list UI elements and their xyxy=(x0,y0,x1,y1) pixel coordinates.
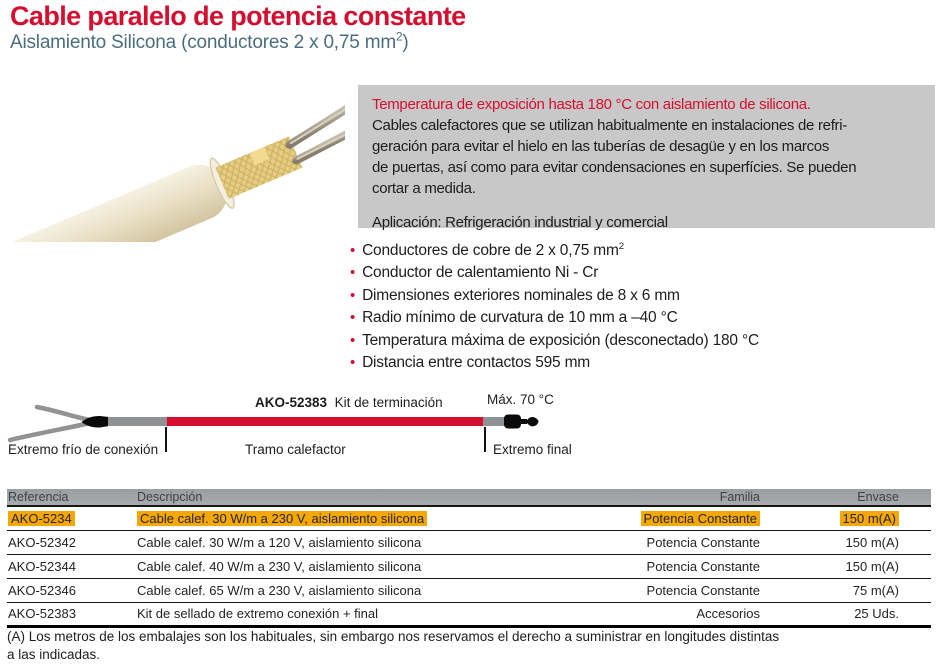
cell-referencia: AKO-52344 xyxy=(8,559,76,574)
feature-text: Radio mínimo de curvatura de 10 mm a –40 °C xyxy=(362,309,678,327)
footnote-line: a las indicadas. xyxy=(7,647,101,662)
bullet-icon: • xyxy=(350,286,356,304)
cold-section-bar xyxy=(108,417,167,426)
heating-section-label: Tramo calefactor xyxy=(245,442,346,457)
footnote xyxy=(7,628,779,664)
header-familia: Familia xyxy=(719,490,760,504)
feature-text: Dimensiones exteriores nominales de 8 x 6 mm xyxy=(362,286,680,304)
cable-section-diagram xyxy=(0,390,939,465)
cell-familia: Potencia Constante xyxy=(646,559,760,574)
cell-referencia: AKO-52342 xyxy=(8,535,76,550)
info-body-line: de puertas, así como para evitar condensaciones en superfícies. Se pueden xyxy=(372,159,857,176)
highlighted-value: Cable calef. 30 W/m a 230 V, aislamiento silicona xyxy=(137,511,427,526)
feature-item xyxy=(350,262,759,284)
diagram-divider-tick xyxy=(165,427,167,452)
bullet-icon: • xyxy=(350,264,356,282)
kit-text: Kit de terminación xyxy=(334,395,443,410)
feature-item xyxy=(350,352,759,374)
header-referencia: Referencia xyxy=(8,490,69,504)
footnote-line: (A) Los metros de los embalajes son los habituales, sin embargo nos reservamos el derecho a suministrar en longitudes distintas xyxy=(7,629,780,644)
feature-list xyxy=(350,240,759,374)
diagram-divider-tick xyxy=(484,427,486,452)
cable-photo xyxy=(0,58,345,242)
bullet-icon: • xyxy=(350,242,356,259)
subtitle-superscript: 2 xyxy=(395,30,403,44)
header-envase: Envase xyxy=(857,490,899,504)
max-temperature-label: Máx. 70 °C xyxy=(487,392,554,407)
cell-descripcion: Cable calef. 30 W/m a 120 V, aislamiento silicona xyxy=(137,535,422,550)
info-body-line: Cables calefactores que se utilizan habitualmente en instalaciones de refri- xyxy=(372,117,847,134)
end-section-bar xyxy=(483,417,505,426)
info-body-line: geración para evitar el hielo en las tuberías de desagüe y en los marcos xyxy=(372,138,830,155)
cell-descripcion: Cable calef. 65 W/m a 230 V, aislamiento silicona xyxy=(137,583,422,598)
heating-section-bar xyxy=(167,417,483,426)
feature-text: Distancia entre contactos 595 mm xyxy=(362,353,590,371)
table-row xyxy=(7,555,931,579)
info-body-line: cortar a medida. xyxy=(372,180,476,197)
final-end-label: Extremo final xyxy=(493,442,572,457)
cell-familia: Potencia Constante xyxy=(646,535,760,550)
bullet-icon: • xyxy=(350,309,356,327)
cell-envase xyxy=(840,507,899,530)
page-title: Cable paralelo de potencia constante xyxy=(10,1,466,31)
feature-item xyxy=(350,330,759,352)
feature-superscript: 2 xyxy=(618,240,624,252)
termination-kit-label xyxy=(255,395,443,410)
info-application-line: Aplicación: Refrigeración industrial y comercial xyxy=(372,214,668,231)
cell-envase: 150 m(A) xyxy=(845,535,899,550)
table-row xyxy=(7,603,931,628)
cell-referencia: AKO-52346 xyxy=(8,583,76,598)
cell-familia: Accesorios xyxy=(696,606,760,621)
cable-sheath xyxy=(0,156,236,242)
table-row xyxy=(7,579,931,603)
feature-text: Conductor de calentamiento Ni - Cr xyxy=(362,264,599,282)
table-row xyxy=(7,507,931,531)
kit-reference: AKO-52383 xyxy=(255,395,328,410)
feature-text: Conductores de cobre de 2 x 0,75 mm xyxy=(362,242,619,259)
highlighted-value: Potencia Constante xyxy=(641,511,760,526)
cell-envase: 150 m(A) xyxy=(845,559,899,574)
bullet-icon: • xyxy=(350,353,356,371)
feature-item xyxy=(350,240,759,262)
cell-familia xyxy=(641,507,760,530)
subtitle-text: Aislamiento Silicona (conductores 2 x 0,75 mm xyxy=(10,32,396,53)
header-descripcion: Descripción xyxy=(137,490,203,504)
table-row xyxy=(7,531,931,555)
info-box xyxy=(358,85,935,231)
feature-item xyxy=(350,285,759,307)
cell-familia: Potencia Constante xyxy=(646,583,760,598)
cold-end-wires-graphic xyxy=(0,390,120,450)
highlighted-value: AKO-5234 xyxy=(8,511,75,526)
feature-text: Temperatura máxima de exposición (desconectado) 180 °C xyxy=(362,331,759,349)
cell-referencia: AKO-52383 xyxy=(8,606,76,621)
reference-table xyxy=(7,489,931,628)
table-header-row xyxy=(7,489,931,507)
page-subtitle xyxy=(10,32,408,54)
info-highlight-line: Temperatura de exposición hasta 180 °C con aislamiento de silicona. xyxy=(372,96,811,113)
cold-end-label: Extremo frío de conexión xyxy=(8,442,159,457)
feature-item xyxy=(350,307,759,329)
subtitle-close: ) xyxy=(402,32,409,53)
cell-descripcion: Kit de sellado de extremo conexión + final xyxy=(137,606,379,621)
highlighted-value: 150 m(A) xyxy=(840,511,899,526)
cell-descripcion: Cable calef. 40 W/m a 230 V, aislamiento silicona xyxy=(137,559,422,574)
end-cap-graphic xyxy=(503,412,541,432)
cell-envase: 75 m(A) xyxy=(852,583,899,598)
cell-descripcion xyxy=(137,507,427,530)
cell-envase: 25 Uds. xyxy=(854,606,899,621)
cell-referencia xyxy=(8,507,75,530)
bullet-icon: • xyxy=(350,331,356,349)
